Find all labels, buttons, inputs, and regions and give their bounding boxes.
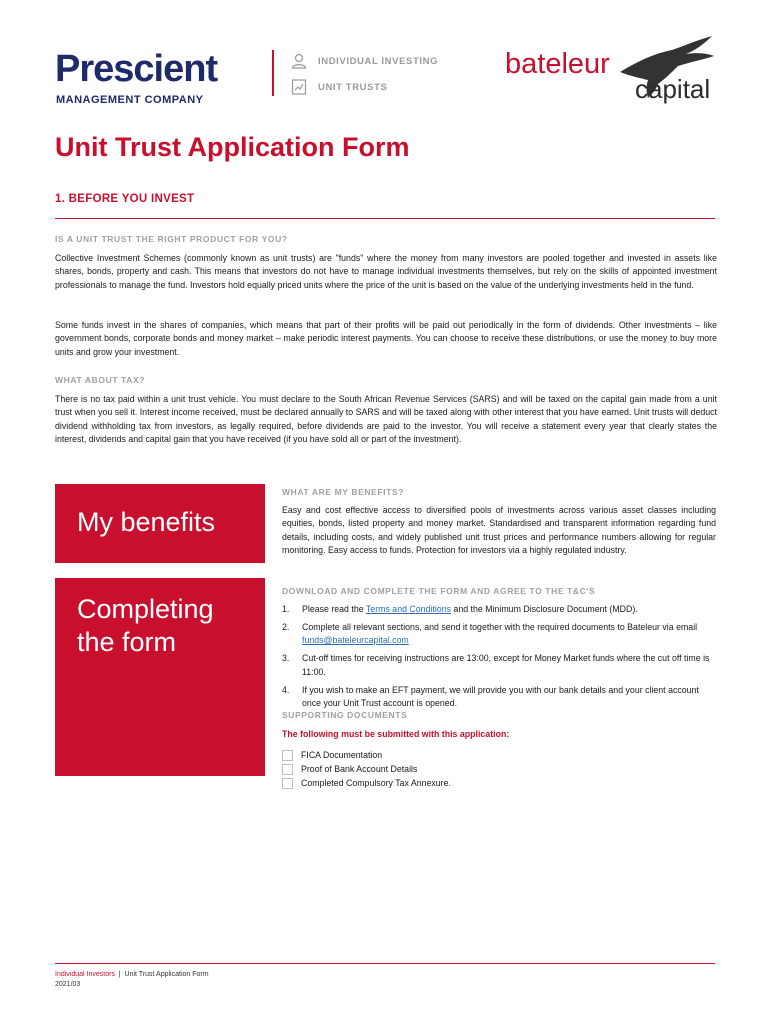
checklist-label: Proof of Bank Account Details [301,764,418,774]
subheading-right-product: IS A UNIT TRUST THE RIGHT PRODUCT FOR YOU? [55,234,288,244]
step-item [282,603,716,616]
section-heading: 1. BEFORE YOU INVEST [55,193,195,205]
footer-separator: | [114,971,125,978]
benefits-heading: WHAT ARE MY BENEFITS? [282,487,404,497]
benefits-box-label: My benefits [77,507,216,537]
chart-document-icon [290,78,308,96]
paragraph-dividends: Some funds invest in the shares of companies, which means that part of their profits will be paid out periodically in the form of dividends. Other investments – like government bonds, corporate bonds and money market – make periodic interest payments. You can choose to receive these distributions, or use the money to buy more units and grow your investment. [55,320,717,357]
footer-date: 2021/03 [55,981,81,988]
completing-box [55,578,265,776]
documents-checklist [282,748,451,790]
nav-individual-investing [290,52,438,70]
required-notice: The following must be submitted with this application: [282,729,510,739]
bateleur-logo-word: bateleur [505,48,610,80]
step-number: 1. [282,604,290,614]
completing-heading: DOWNLOAD AND COMPLETE THE FORM AND AGREE TO THE T&C'S [282,586,596,596]
footer-divider [55,963,715,964]
subheading-tax: WHAT ABOUT TAX? [55,375,146,385]
checklist-item[interactable] [282,762,451,776]
step-number: 2. [282,621,290,632]
paragraph-tax: There is no tax paid within a unit trust vehicle. You must declare to the South African Revenue Services (SARS) and will be taxed on the capital gain made from a unit trust when you sell it. Interest income received, must be declared annually to SARS and will be taxed along with other interest that you have earned. Unit trusts will deduct dividend withholding tax from investors, as legally required, before dividends are paid to the investor. You will receive a statement every year that clearly states the interest, dividends and capital gain that you have received (if you have sold all or part of the investment). [55,394,717,445]
step-item [282,621,716,648]
footer-section: Individual Investors [55,971,115,978]
person-icon [290,52,308,70]
page-title: Unit Trust Application Form [55,132,410,162]
footer [55,970,209,990]
step-item [282,684,716,711]
nav-label: UNIT TRUSTS [318,81,388,93]
steps-list-wrap [282,603,716,715]
checklist-label: FICA Documentation [301,750,383,760]
benefits-text: Easy and cost effective access to diversified pools of investments across various asset classes including equities, bonds, listed property and money market. Standardised and transparent information regarding fund details, including costs, and widely published unit trust prices and performance numbers allowing for regular monitoring. Easy access to funds. Protection for investors via a highly regulated industry. [282,505,716,556]
checkbox[interactable] [282,750,293,761]
checklist-item[interactable] [282,748,451,762]
completing-box-line1: Completing [77,594,214,624]
prescient-logo: Prescient [55,48,218,90]
checklist-item[interactable] [282,776,451,790]
step-text: Please read the [302,604,366,614]
paragraph-unit-trusts: Collective Investment Schemes (commonly known as unit trusts) are "funds" where the money from many investors are pooled together and invested in assets like shares, bonds, property and cash. This means that investors do not have to manage individual investments themselves, but rely on the skills of appointed investment professionals to manage the fund. Investors hold equally priced units where the price of the unit is based on the value of the underlying investments held in the fund. [55,253,717,290]
steps-list [282,603,716,710]
nav-label: INDIVIDUAL INVESTING [318,55,439,67]
step-text: Cut-off times for receiving instructions are 13:00, except for Money Market funds where the cut off time is 11:00. [302,653,710,677]
benefits-box [55,484,265,563]
header-divider [272,50,274,96]
step-text: If you wish to make an EFT payment, we will provide you with our bank details and your client account once your Unit Trust account is opened. [302,684,699,708]
email-link[interactable]: funds@bateleurcapital.com [302,635,409,646]
step-number: 4. [282,684,290,695]
nav-unit-trusts [290,78,387,96]
supporting-docs-heading: SUPPORTING DOCUMENTS [282,710,408,720]
step-number: 3. [282,653,290,664]
step-text: and the Minimum Disclosure Document (MDD). [450,604,638,614]
step-item [282,652,716,679]
bateleur-logo-capital: capital [635,74,711,104]
completing-box-line2: the form [77,627,177,657]
footer-line [55,970,209,980]
terms-link[interactable]: Terms and Conditions [365,604,451,614]
prescient-logo-subtitle: MANAGEMENT COMPANY [56,94,204,106]
step-text: Complete all relevant sections, and send it together with the required documents to Bateleur via email [302,621,698,632]
checkbox[interactable] [282,764,293,775]
checklist-label: Completed Compulsory Tax Annexure. [301,778,451,788]
checkbox[interactable] [282,778,293,789]
section-divider [55,218,715,219]
footer-doc-name: Unit Trust Application Form [124,971,209,978]
